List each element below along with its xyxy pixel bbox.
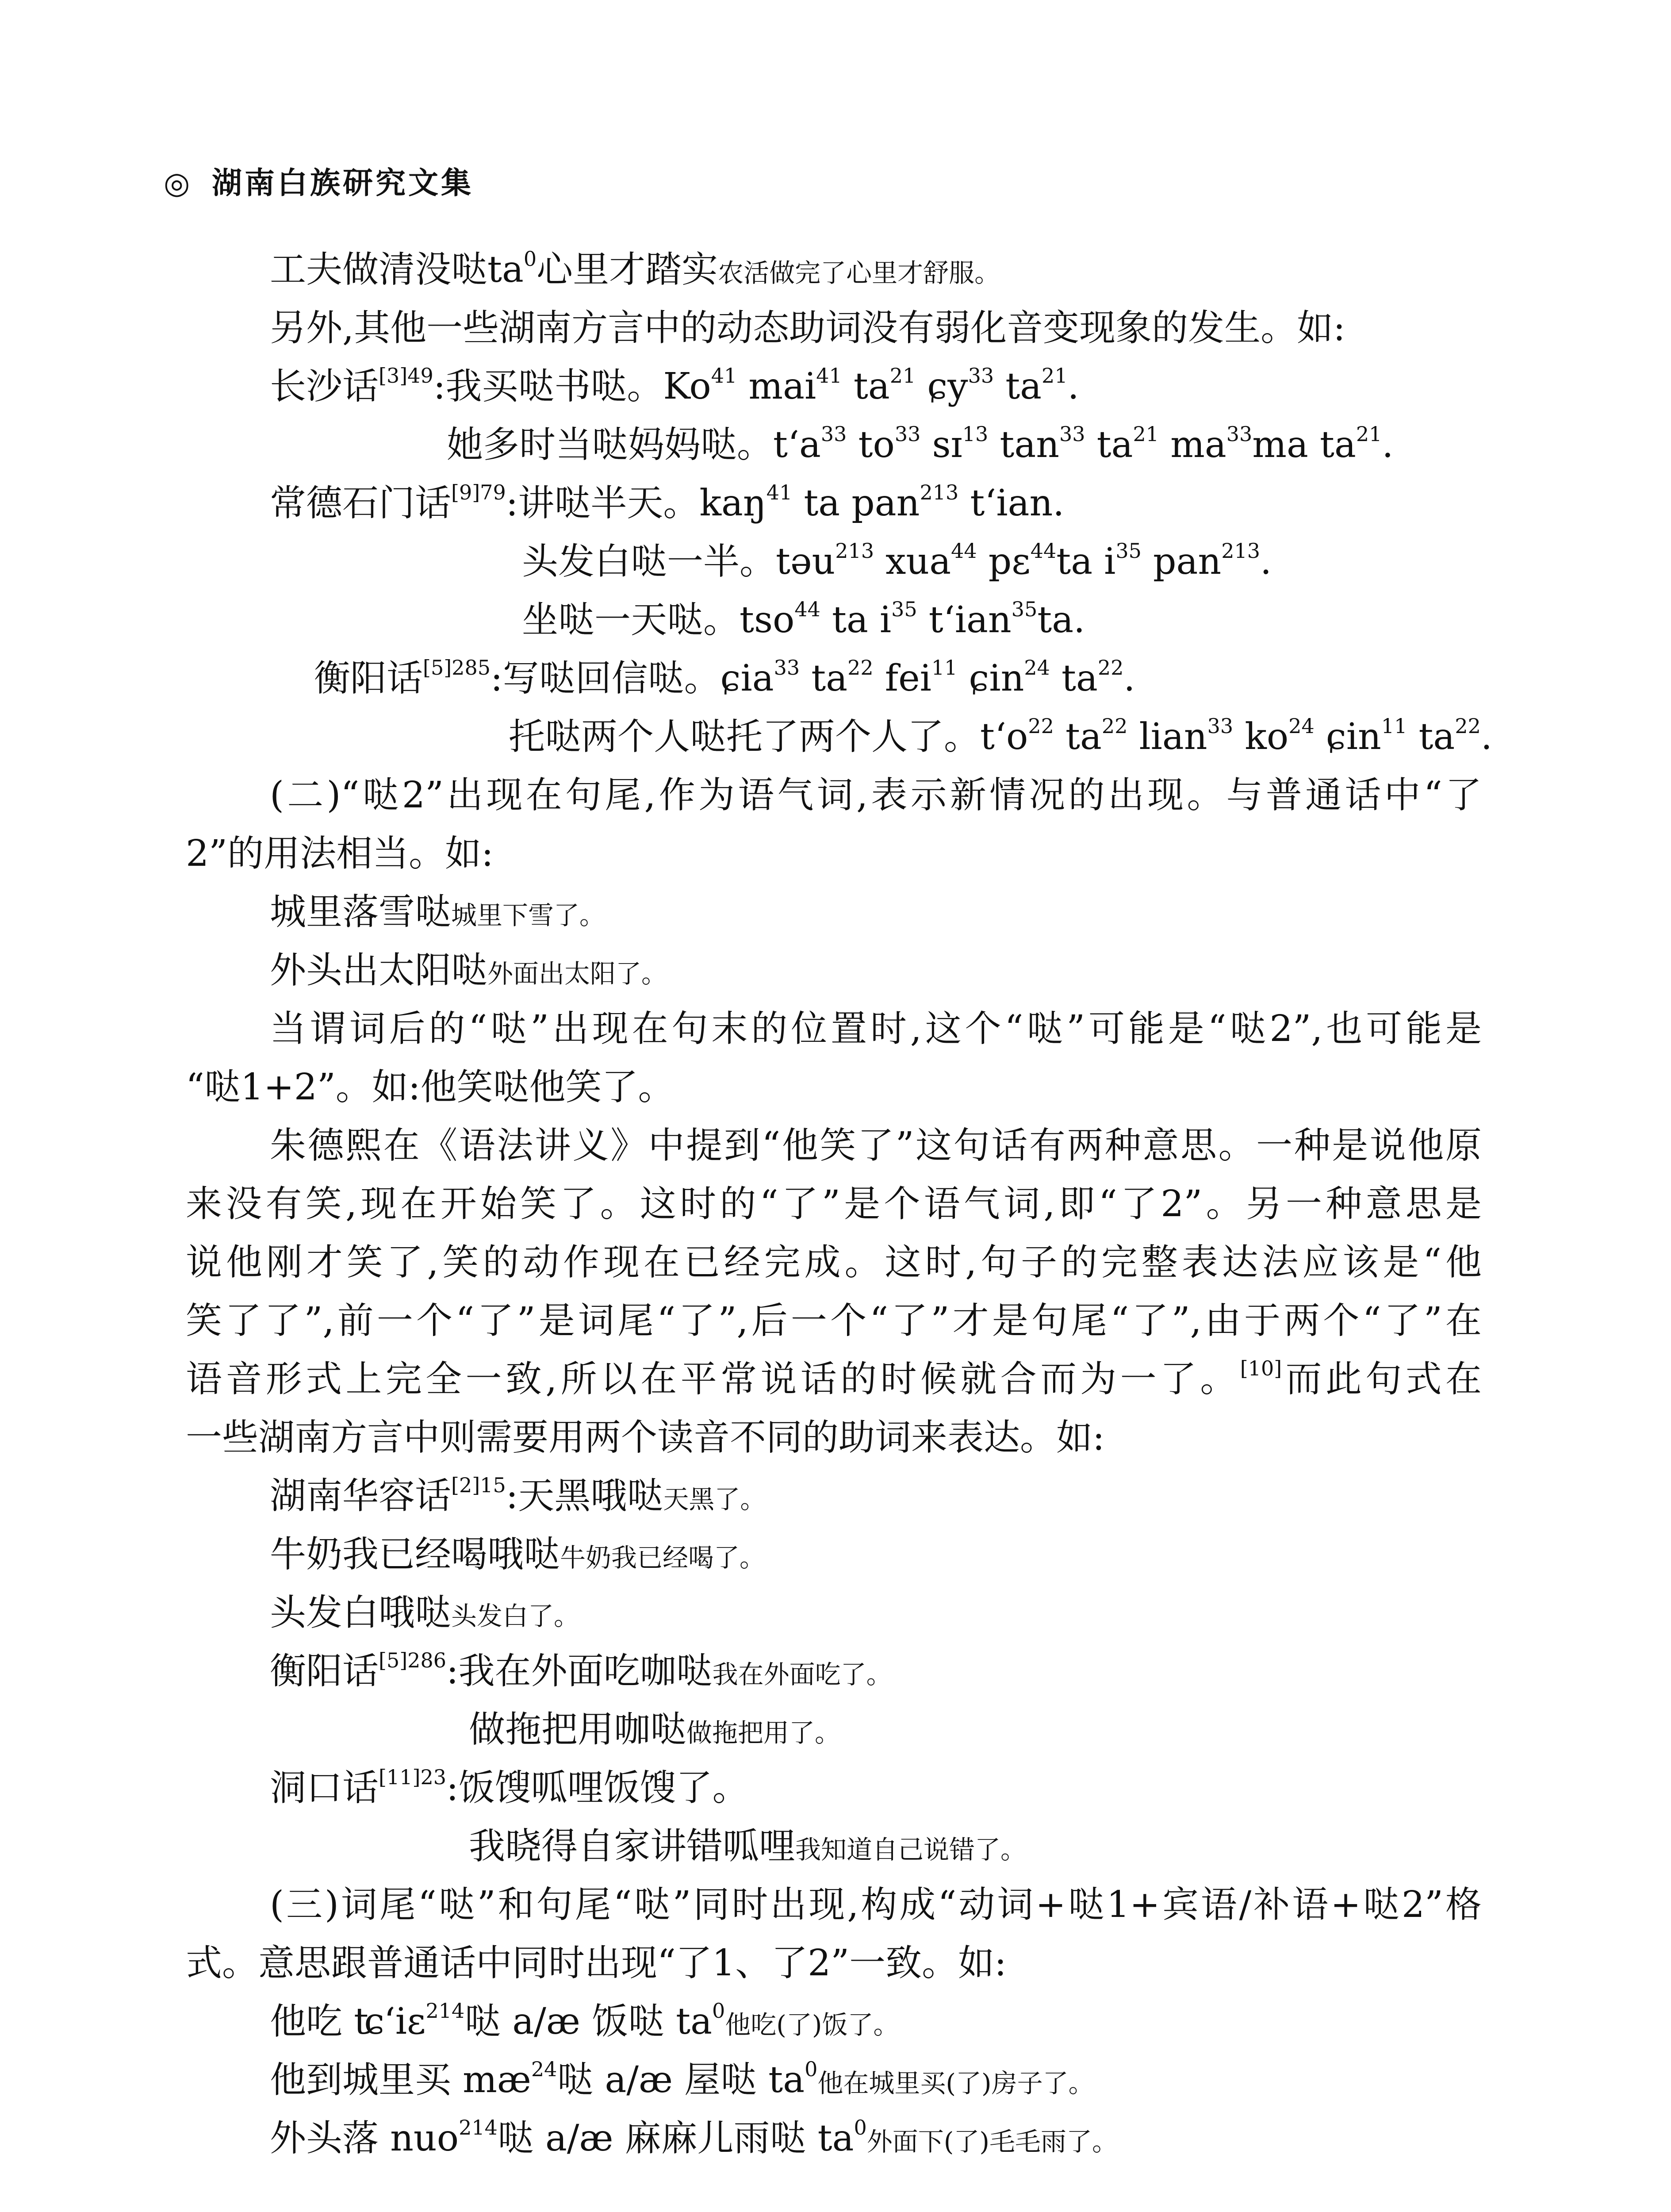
superscript: 22: [1028, 714, 1054, 738]
circle-mark-icon: ◎: [164, 166, 193, 201]
superscript: 214: [425, 1999, 465, 2023]
text-line: 托哒两个人哒托了两个人了。$t‘o^{22}$ $ta^{22}$ lian$^{33}$ $ko^{24}$ ɕin$^{11}$ $ta^{22}$.: [509, 714, 1492, 758]
superscript: 213: [920, 480, 959, 504]
superscript: 33: [1059, 422, 1085, 446]
text-line: 我晓得自家讲错呱哩我知道自己说错了。: [469, 1825, 1027, 1867]
text-line: 常德石门话$^{[9]79}$:讲哒半天。kaŋ$^{41}$ ta pan$^{213}$ t‘ian.: [270, 480, 1065, 524]
superscript: 35: [1115, 539, 1142, 563]
gloss-text: 牛奶我已经喝了。: [560, 1543, 766, 1573]
superscript: 33: [1226, 422, 1253, 446]
text-line: 坐哒一天哒。tso$^{44}$ ta $i^{35}$ t‘ian$^{35}$ta.: [522, 597, 1085, 641]
gloss-text: 农活做完了心里才舒服。: [718, 258, 1000, 288]
superscript: [10]: [1240, 1356, 1282, 1380]
superscript: 44: [1030, 539, 1057, 563]
text-line: 另外,其他一些湖南方言中的动态助词没有弱化音变现象的发生。如:: [270, 307, 1345, 349]
text-line: “哒1+2”。如:他笑哒他笑了。: [186, 1066, 675, 1108]
superscript: 41: [766, 480, 793, 504]
text-line: (二)“哒2”出现在句尾,作为语气词,表示新情况的出现。与普通话中“了: [270, 774, 1482, 816]
superscript: 0: [805, 2057, 818, 2081]
text-line: 长沙话$^{[3]49}$:我买哒书哒。Ko$^{41}$ mai$^{41}$ $ta^{21}$ ɕy$^{33}$ $ta^{21}$.: [270, 364, 1079, 407]
superscript: 33: [774, 656, 800, 680]
superscript: 21: [1042, 364, 1068, 388]
gloss-text: 我在外面吃了。: [712, 1659, 892, 1690]
text-line: 当谓词后的“哒”出现在句末的位置时,这个“哒”可能是“哒2”,也可能是: [270, 1008, 1482, 1050]
text-line: 外头出太阳哒外面出太阳了。: [270, 949, 667, 991]
superscript: 33: [820, 422, 847, 446]
superscript: 11: [1381, 714, 1407, 738]
superscript: 214: [459, 2116, 498, 2139]
text-line: 笑了了”,前一个“了”是词尾“了”,后一个“了”才是句尾“了”,由于两个“了”在: [186, 1300, 1482, 1342]
text-line: 工夫做清没哒$ta^0$心里才踏实农活做完了心里才舒服。: [270, 247, 1000, 291]
text-line: 牛奶我已经喝哦哒牛奶我已经喝了。: [270, 1533, 766, 1575]
superscript: [5]285: [423, 656, 491, 680]
gloss-text: 天黑了。: [663, 1484, 766, 1514]
superscript: 13: [962, 422, 989, 446]
superscript: 33: [894, 422, 921, 446]
text-line: 做拖把用咖哒做拖把用了。: [469, 1709, 841, 1751]
text-line: 衡阳话$^{[5]285}$:写哒回信哒。ɕia$^{33}$ $ta^{22}$ fei$^{11}$ ɕin$^{24}$ $ta^{22}$.: [314, 656, 1135, 699]
superscript: 11: [931, 656, 958, 680]
superscript: 21: [889, 364, 916, 388]
text-line: 来没有笑,现在开始笑了。这时的“了”是个语气词,即“了2”。另一种意思是: [186, 1183, 1482, 1225]
superscript: 22: [1097, 656, 1124, 680]
superscript: 24: [1024, 656, 1050, 680]
gloss-text: 他吃(了)饭了。: [725, 2010, 899, 2040]
text-line: 头发白哦哒头发白了。: [270, 1592, 580, 1634]
superscript: 0: [854, 2116, 867, 2139]
superscript: 213: [1221, 539, 1261, 563]
text-line: 衡阳话$^{[5]286}$:我在外面吃咖哒我在外面吃了。: [270, 1648, 892, 1692]
text-line: 她多时当哒妈妈哒。$t‘a^{33}$ $to^{33}$ sɪ$^{13}$ $\tan^{33} ta^{21}$ $ma^{33}ma$ $ta^{21}$.: [447, 422, 1394, 466]
gloss-text: 城里下雪了。: [451, 900, 606, 930]
text-line: 他到城里买 $mæ^{24}$哒 a/æ 屋哒 $ta^0$他在城里买(了)房子了。: [270, 2057, 1094, 2101]
gloss-text: 头发白了。: [451, 1601, 580, 1631]
text-line: 朱德熙在《语法讲义》中提到“他笑了”这句话有两种意思。一种是说他原: [270, 1125, 1482, 1167]
superscript: 21: [1133, 422, 1159, 446]
superscript: 22: [1101, 714, 1128, 738]
superscript: 41: [711, 364, 737, 388]
text-line: 式。意思跟普通话中同时出现“了1、了2”一致。如:: [186, 1942, 1007, 1984]
superscript: 0: [523, 247, 537, 271]
superscript: 21: [1356, 422, 1382, 446]
superscript: [2]15: [451, 1473, 506, 1497]
text-line: 湖南华容话$^{[2]15}$:天黑哦哒天黑了。: [270, 1473, 766, 1517]
superscript: 33: [1207, 714, 1234, 738]
superscript: 33: [968, 364, 994, 388]
superscript: 22: [1455, 714, 1481, 738]
gloss-text: 外面下(了)毛毛雨了。: [866, 2127, 1118, 2157]
superscript: 24: [1288, 714, 1315, 738]
superscript: 24: [531, 2057, 557, 2081]
text-line: 外头落 nuo$^{214}$哒 a/æ 麻麻儿雨哒 $ta^0$外面下(了)毛毛雨了。: [270, 2116, 1118, 2159]
text-line: 说他刚才笑了,笑的动作现在已经完成。这时,句子的完整表达法应该是“他: [186, 1241, 1482, 1283]
gloss-text: 我知道自己说错了。: [795, 1835, 1027, 1865]
book-title: 湖南白族研究文集: [212, 165, 474, 201]
superscript: 35: [891, 597, 917, 621]
text-line: 头发白哒一半。təu$^{213}$ xua$^{44}$ pɛ$^{44}$ta $i^{35}$ pan$^{213}$.: [522, 539, 1272, 583]
superscript: 213: [835, 539, 874, 563]
superscript: [9]79: [451, 480, 506, 504]
superscript: 44: [794, 597, 820, 621]
superscript: 0: [712, 1999, 725, 2023]
text-line: 语音形式上完全一致,所以在平常说话的时候就合而为一了。[10]而此句式在: [186, 1356, 1482, 1400]
superscript: 44: [951, 539, 977, 563]
superscript: [3]49: [379, 364, 433, 388]
gloss-text: 他在城里买(了)房子了。: [817, 2068, 1094, 2098]
superscript: [5]286: [379, 1648, 446, 1672]
text-line: 城里落雪哒城里下雪了。: [270, 891, 606, 933]
running-header: [164, 159, 474, 202]
text-line: 他吃 ʨ‘iɛ$^{214}$哒 a/æ 饭哒 $ta^0$他吃(了)饭了。: [270, 1999, 899, 2043]
text-line: 洞口话$^{[11]23}$:饭馊呱哩饭馊了。: [270, 1765, 749, 1809]
text-line: 2”的用法相当。如:: [186, 833, 494, 875]
superscript: 41: [816, 364, 842, 388]
text-line: 一些湖南方言中则需要用两个读音不同的助词来表达。如:: [186, 1417, 1105, 1459]
superscript: 22: [847, 656, 874, 680]
gloss-text: 做拖把用了。: [686, 1718, 841, 1748]
text-line: (三)词尾“哒”和句尾“哒”同时出现,构成“动词+哒1+宾语/补语+哒2”格: [270, 1884, 1482, 1926]
gloss-text: 外面出太阳了。: [487, 959, 667, 989]
superscript: [11]23: [379, 1765, 446, 1789]
superscript: 35: [1011, 597, 1038, 621]
